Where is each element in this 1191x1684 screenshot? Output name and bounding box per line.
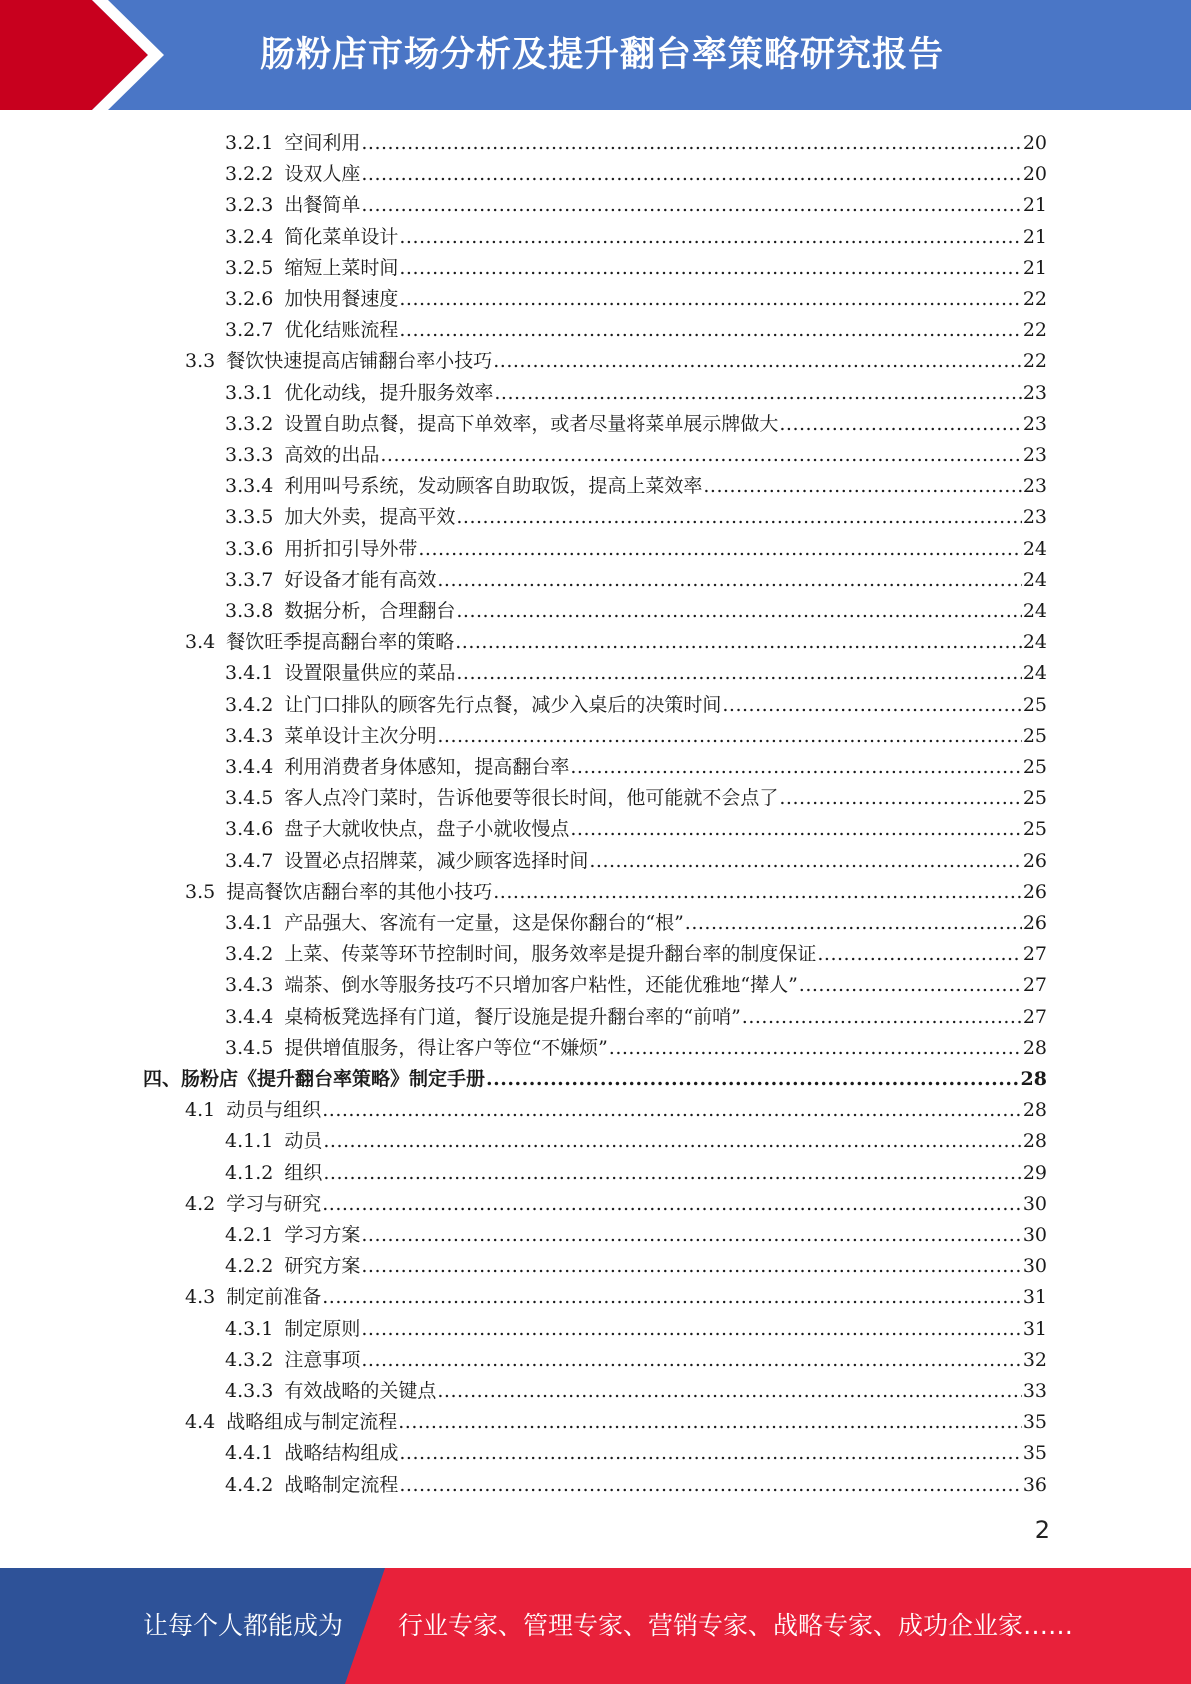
toc-leader-dots: [399, 315, 1021, 346]
toc-entry[interactable]: [225, 222, 1047, 253]
toc-entry[interactable]: [225, 128, 1047, 159]
toc-entry-number: 4.3.1: [225, 1317, 274, 1340]
toc-entry-page: 28: [1020, 1068, 1047, 1090]
toc-entry[interactable]: [185, 627, 1047, 658]
toc-entry[interactable]: [225, 721, 1047, 752]
toc-entry-page: 26: [1022, 880, 1047, 903]
toc-leader-dots: [779, 783, 1021, 814]
toc-entry-title: 动员: [284, 1130, 323, 1153]
toc-entry[interactable]: [185, 1189, 1047, 1220]
toc-entry-number: 3.2.3: [225, 194, 274, 217]
toc-leader-dots: [361, 190, 1021, 221]
toc-entry-page: 23: [1022, 381, 1047, 404]
toc-entry-page: 27: [1022, 974, 1047, 997]
toc-leader-dots: [322, 1189, 1022, 1220]
toc-entry-number: 3.4.5: [225, 1036, 274, 1059]
toc-entry[interactable]: [225, 690, 1047, 721]
toc-entry[interactable]: [185, 346, 1047, 377]
toc-entry-title: 高效的出品: [284, 444, 380, 466]
toc-leader-dots: [703, 471, 1021, 502]
toc-entry-number: 3.3.5: [225, 506, 274, 529]
toc-entry-title: 空间利用: [284, 132, 361, 154]
toc-entry[interactable]: [225, 1345, 1047, 1376]
toc-leader-dots: [322, 1282, 1022, 1313]
toc-entry-number: 3.3.6: [225, 537, 274, 560]
toc-entry-page: 30: [1022, 1192, 1047, 1215]
toc-entry-page: 25: [1022, 693, 1047, 716]
toc-leader-dots: [418, 534, 1021, 565]
toc-entry-number: 3.5: [185, 880, 216, 903]
toc-entry[interactable]: [225, 939, 1047, 970]
toc-entry-title: 产品强大、客流有一定量，这是保你翻台的“根”: [284, 912, 684, 934]
toc-entry-title: 设置必点招牌菜，减少顾客选择时间: [284, 849, 589, 872]
page-header: [0, 0, 1191, 110]
toc-entry-number: 4.1.2: [225, 1161, 274, 1184]
toc-entry-page: 28: [1022, 1099, 1047, 1122]
toc-entry-page: 24: [1022, 568, 1047, 591]
toc-entry-number: 3.4.6: [225, 818, 274, 841]
toc-entry[interactable]: [225, 159, 1047, 190]
toc-entry-title: 出餐简单: [284, 194, 361, 217]
toc-entry-title: 客人点冷门菜时，告诉他要等很长时间，他可能就不会点了: [284, 787, 779, 810]
toc-entry-title: 餐饮快速提高店铺翻台率小技巧: [226, 350, 493, 373]
toc-leader-dots: [361, 128, 1021, 159]
toc-entry[interactable]: [225, 565, 1047, 596]
footer-slogan-right: 行业专家、管理专家、营销专家、战略专家、成功企业家……: [398, 1611, 1074, 1640]
toc-entry-page: 24: [1022, 631, 1047, 654]
toc-entry-number: 4.3.2: [225, 1348, 274, 1371]
toc-leader-dots: [361, 1314, 1021, 1345]
toc-entry-number: 4.1.1: [225, 1130, 274, 1153]
toc-leader-dots: [437, 1376, 1021, 1407]
toc-entry[interactable]: [225, 534, 1047, 565]
toc-entry[interactable]: [225, 783, 1047, 814]
toc-entry-number: 3.3.4: [225, 475, 274, 498]
toc-entry-number: 4.3: [185, 1286, 216, 1309]
toc-entry-page: 31: [1022, 1317, 1047, 1340]
toc-entry[interactable]: [225, 1251, 1047, 1282]
toc-leader-dots: [399, 284, 1021, 315]
toc-entry[interactable]: [225, 190, 1047, 221]
header-title: 肠粉店市场分析及提升翻台率策略研究报告: [260, 35, 945, 75]
toc-entry[interactable]: [143, 1064, 1047, 1095]
toc-entry-number: 3.2.7: [225, 319, 274, 342]
toc-entry-page: 36: [1022, 1473, 1047, 1496]
toc-leader-dots: [685, 908, 1022, 939]
toc-entry-page: 35: [1022, 1411, 1047, 1434]
toc-entry-title: 让门口排队的顾客先行点餐，减少入桌后的决策时间: [284, 693, 722, 716]
toc-leader-dots: [493, 346, 1022, 377]
toc-entry-number: 3.2.4: [225, 225, 274, 248]
toc-entry[interactable]: [225, 1470, 1047, 1501]
page-number: 2: [1034, 1516, 1050, 1544]
toc-entry-page: 22: [1022, 350, 1047, 373]
toc-entry-title: 优化结账流程: [284, 319, 399, 342]
toc-entry-number: 4.1: [185, 1099, 216, 1122]
toc-entry-number: 3.3: [185, 350, 216, 373]
toc-entry-number: 3.3.2: [225, 412, 274, 435]
toc-entry-page: 23: [1022, 475, 1047, 498]
toc-entry-number: 3.3.3: [225, 444, 274, 466]
toc-entry[interactable]: [225, 1033, 1047, 1064]
toc-entry-number: 4.3.3: [225, 1380, 274, 1402]
toc-entry-number: 3.2.1: [225, 132, 274, 154]
toc-entry[interactable]: [225, 814, 1047, 845]
toc-leader-dots: [323, 1126, 1021, 1157]
toc-entry-number: 4.4.1: [225, 1442, 274, 1465]
toc-entry[interactable]: [185, 877, 1047, 908]
toc-entry[interactable]: [225, 440, 1047, 471]
toc-entry-title: 端茶、倒水等服务技巧不只增加客户粘性，还能优雅地“撵人”: [284, 974, 798, 997]
toc-entry-page: 24: [1022, 537, 1047, 560]
toc-leader-dots: [456, 596, 1021, 627]
page-footer: [0, 1568, 1191, 1684]
toc-leader-dots: [456, 502, 1021, 533]
toc-entry-title: 加大外卖，提高平效: [284, 506, 456, 529]
toc-entry-page: 30: [1022, 1224, 1047, 1246]
toc-leader-dots: [570, 814, 1021, 845]
toc-entry-number: 3.4.2: [225, 943, 274, 966]
toc-entry-number: 3.4: [185, 631, 216, 654]
toc-leader-dots: [609, 1033, 1022, 1064]
toc-entry-page: 29: [1022, 1161, 1047, 1184]
toc-entry-number: 3.2.5: [225, 256, 274, 279]
toc-entry-number: 3.4.1: [225, 912, 274, 934]
toc-entry-number: 3.4.2: [225, 693, 274, 716]
toc-entry[interactable]: [225, 1126, 1047, 1157]
toc-leader-dots: [361, 1345, 1021, 1376]
toc-leader-dots: [380, 440, 1021, 471]
toc-entry-page: 24: [1022, 662, 1047, 685]
toc-entry-title: 设置自助点餐，提高下单效率，或者尽量将菜单展示牌做大: [284, 412, 779, 435]
toc-leader-dots: [742, 1002, 1022, 1033]
toc-entry-number: 3.4.7: [225, 849, 274, 872]
toc-leader-dots: [361, 1251, 1021, 1282]
toc-leader-dots: [361, 159, 1021, 190]
toc-entry[interactable]: [225, 908, 1047, 939]
toc-entry-page: 23: [1022, 506, 1047, 529]
toc-entry[interactable]: [225, 378, 1047, 409]
toc-entry-page: 33: [1022, 1380, 1047, 1402]
toc-entry[interactable]: [225, 1002, 1047, 1033]
toc-entry-number: 3.3.1: [225, 381, 274, 404]
toc-entry-number: 四、: [143, 1068, 182, 1090]
toc-entry-page: 26: [1022, 849, 1047, 872]
toc-leader-dots: [323, 1158, 1021, 1189]
toc-entry-number: 3.4.4: [225, 1005, 274, 1028]
toc-entry-title: 利用消费者身体感知，提高翻台率: [284, 756, 570, 778]
toc-entry-title: 设双人座: [284, 163, 361, 186]
toc-entry[interactable]: [185, 1095, 1047, 1126]
toc-entry[interactable]: [225, 471, 1047, 502]
toc-entry-number: 3.2.2: [225, 163, 274, 186]
toc-entry[interactable]: [225, 846, 1047, 877]
toc-entry-page: 24: [1022, 600, 1047, 622]
header-red-arrow: [0, 0, 148, 110]
toc-entry-page: 25: [1022, 724, 1047, 747]
toc-entry-page: 23: [1022, 412, 1047, 435]
toc-entry-title: 战略组成与制定流程: [226, 1411, 398, 1434]
toc-entry-title: 用折扣引导外带: [284, 537, 418, 560]
toc-entry-title: 菜单设计主次分明: [284, 724, 437, 747]
toc-entry-title: 优化动线，提升服务效率: [284, 381, 494, 404]
toc-entry-title: 缩短上菜时间: [284, 256, 399, 279]
toc-leader-dots: [437, 565, 1021, 596]
toc-entry-title: 战略结构组成: [284, 1442, 399, 1465]
toc-entry-title: 设置限量供应的菜品: [284, 662, 456, 685]
toc-leader-dots: [493, 877, 1022, 908]
toc-entry-number: 3.4.3: [225, 724, 274, 747]
toc-entry-page: 21: [1022, 225, 1047, 248]
toc-entry-number: 4.4.2: [225, 1473, 274, 1496]
toc-entry-page: 25: [1022, 787, 1047, 810]
toc-entry-title: 桌椅板凳选择有门道，餐厅设施是提升翻台率的“前哨”: [284, 1005, 741, 1028]
toc-entry-title: 提供增值服务，得让客户等位“不嫌烦”: [284, 1036, 608, 1059]
toc-entry-title: 盘子大就收快点，盘子小就收慢点: [284, 818, 570, 841]
toc-entry-title: 好设备才能有高效: [284, 568, 437, 591]
toc-entry-page: 25: [1022, 818, 1047, 841]
toc-entry-title: 研究方案: [284, 1255, 361, 1278]
toc-entry[interactable]: [225, 752, 1047, 783]
toc-entry-page: 27: [1022, 943, 1047, 966]
toc-entry[interactable]: [185, 1282, 1047, 1313]
toc-leader-dots: [399, 253, 1021, 284]
toc-leader-dots: [570, 752, 1021, 783]
toc-entry-page: 23: [1022, 444, 1047, 466]
toc-leader-dots: [456, 658, 1021, 689]
toc-entry-title: 加快用餐速度: [284, 288, 399, 310]
toc-entry-number: 3.4.4: [225, 756, 274, 778]
toc-entry-number: 3.4.5: [225, 787, 274, 810]
toc-entry[interactable]: [225, 1314, 1047, 1345]
toc-entry-number: 4.2: [185, 1192, 216, 1215]
toc-entry-number: 4.4: [185, 1411, 216, 1434]
toc-entry-page: 22: [1022, 288, 1047, 310]
toc-entry[interactable]: [225, 253, 1047, 284]
toc-leader-dots: [399, 1470, 1021, 1501]
toc-leader-dots: [455, 627, 1022, 658]
toc-entry-title: 动员与组织: [226, 1099, 322, 1122]
toc-entry[interactable]: [225, 284, 1047, 315]
toc-entry[interactable]: [225, 409, 1047, 440]
toc-entry[interactable]: [225, 658, 1047, 689]
toc-entry-page: 26: [1022, 912, 1047, 934]
toc-leader-dots: [399, 1438, 1021, 1469]
toc-entry-page: 21: [1022, 256, 1047, 279]
toc-entry-title: 制定前准备: [226, 1286, 322, 1309]
toc-entry-title: 战略制定流程: [284, 1473, 399, 1496]
toc-entry[interactable]: [225, 596, 1047, 627]
toc-entry[interactable]: [225, 970, 1047, 1001]
toc-entry-title: 组织: [284, 1161, 323, 1184]
toc-entry-page: 32: [1022, 1348, 1047, 1371]
toc-entry[interactable]: [185, 1407, 1047, 1438]
toc-leader-dots: [322, 1095, 1022, 1126]
toc-leader-dots: [399, 222, 1021, 253]
toc-leader-dots: [361, 1220, 1021, 1251]
toc-leader-dots: [817, 939, 1021, 970]
toc-leader-dots: [494, 378, 1021, 409]
toc-entry-page: 20: [1022, 132, 1047, 154]
toc-entry-title: 肠粉店《提升翻台率策略》制定手册: [181, 1068, 486, 1090]
toc-entry-title: 制定原则: [284, 1317, 361, 1340]
toc-entry-number: 4.2.2: [225, 1255, 274, 1278]
toc-entry-title: 餐饮旺季提高翻台率的策略: [226, 631, 455, 654]
toc-entry-page: 30: [1022, 1255, 1047, 1278]
toc-entry-title: 上菜、传菜等环节控制时间，服务效率是提升翻台率的制度保证: [284, 943, 817, 966]
toc-entry-page: 28: [1022, 1036, 1047, 1059]
toc-entry-page: 27: [1022, 1005, 1047, 1028]
toc-entry-page: 21: [1022, 194, 1047, 217]
toc-leader-dots: [779, 409, 1021, 440]
toc-entry-number: 3.2.6: [225, 288, 274, 310]
toc-entry[interactable]: [225, 502, 1047, 533]
toc-entry-title: 数据分析，合理翻台: [284, 600, 456, 622]
toc-entry-title: 有效战略的关键点: [284, 1380, 437, 1402]
toc-leader-dots: [589, 846, 1021, 877]
toc-entry-title: 简化菜单设计: [284, 225, 399, 248]
toc-leader-dots: [398, 1407, 1022, 1438]
toc-entry-page: 35: [1022, 1442, 1047, 1465]
toc-entry-page: 22: [1022, 319, 1047, 342]
toc-leader-dots: [437, 721, 1021, 752]
toc-leader-dots: [722, 690, 1021, 721]
toc-leader-dots: [486, 1064, 1020, 1095]
toc-entry-title: 注意事项: [284, 1348, 361, 1371]
toc-entry-number: 4.2.1: [225, 1224, 274, 1246]
toc-entry-page: 25: [1022, 756, 1047, 778]
toc-entry-page: 31: [1022, 1286, 1047, 1309]
toc-entry[interactable]: [225, 1376, 1047, 1407]
toc-entry[interactable]: [225, 315, 1047, 346]
toc-entry-title: 学习方案: [284, 1224, 361, 1246]
toc-entry[interactable]: [225, 1158, 1047, 1189]
toc-entry[interactable]: [225, 1438, 1047, 1469]
toc-entry-number: 3.4.1: [225, 662, 274, 685]
toc-entry-number: 3.4.3: [225, 974, 274, 997]
toc-leader-dots: [799, 970, 1022, 1001]
toc-entry-title: 学习与研究: [226, 1192, 322, 1215]
toc-entry-title: 利用叫号系统，发动顾客自助取饭，提高上菜效率: [284, 475, 703, 498]
toc-entry-title: 提高餐饮店翻台率的其他小技巧: [226, 880, 493, 903]
toc-entry-number: 3.3.8: [225, 600, 274, 622]
toc-entry-page: 28: [1022, 1130, 1047, 1153]
toc-entry-number: 3.3.7: [225, 568, 274, 591]
toc-entry-page: 20: [1022, 163, 1047, 186]
footer-slogan-left: 让每个人都能成为: [143, 1611, 344, 1640]
toc-entry[interactable]: [225, 1220, 1047, 1251]
